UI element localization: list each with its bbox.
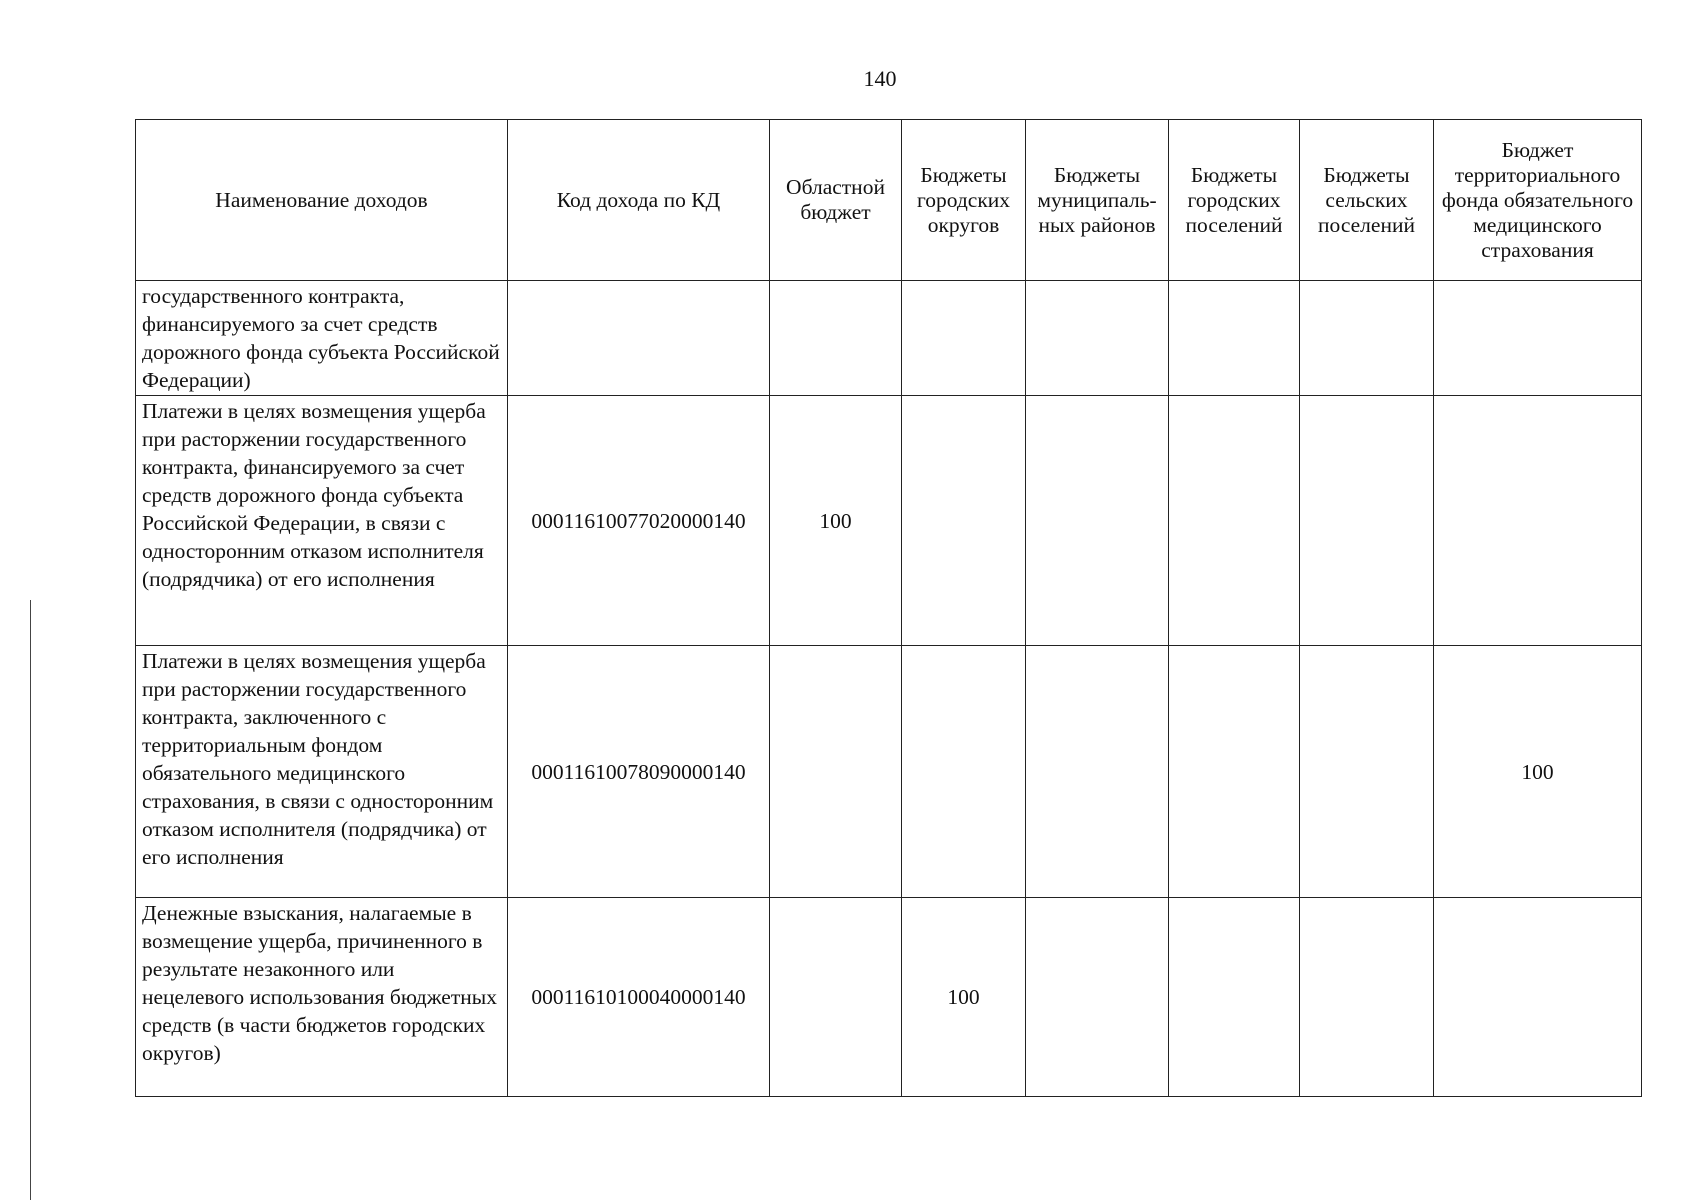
- table-row: [136, 898, 1642, 1097]
- revenue-name-cell: Платежи в целях возмещения ущерба при расторжении государственного контракта, финансируемого за счет средств дорожного фонда субъекта Российской Федерации, в связи с односторонним отказом исполнителя (подрядчика) от его исполнения: [136, 396, 508, 646]
- city-district-budget-cell: 100: [902, 898, 1026, 1097]
- urban-settlement-budget-cell: [1169, 646, 1300, 898]
- urban-settlement-budget-cell: [1169, 281, 1300, 396]
- header-revenue-name: Наименование доходов: [136, 120, 508, 281]
- rural-settlement-budget-cell: [1300, 396, 1434, 646]
- revenue-code-cell: [508, 281, 770, 396]
- header-tfoms-budget: Бюджет территориального фонда обязательного медицинского страхования: [1434, 120, 1642, 281]
- rural-settlement-budget-cell: [1300, 646, 1434, 898]
- city-district-budget-cell: [902, 646, 1026, 898]
- scan-margin-line: [30, 600, 31, 1200]
- revenue-code-cell: 00011610078090000140: [508, 646, 770, 898]
- header-oblast-budget: Областной бюджет: [770, 120, 902, 281]
- oblast-budget-cell: [770, 898, 902, 1097]
- tfoms-budget-cell: [1434, 396, 1642, 646]
- city-district-budget-cell: [902, 281, 1026, 396]
- header-revenue-code: Код дохода по КД: [508, 120, 770, 281]
- oblast-budget-cell: [770, 646, 902, 898]
- municipal-district-budget-cell: [1026, 281, 1169, 396]
- municipal-district-budget-cell: [1026, 898, 1169, 1097]
- revenue-name-cell: Платежи в целях возмещения ущерба при расторжении государственного контракта, заключенного с территориальным фондом обязательного медицинского страхования, в связи с односторонним отказом исполнителя (подрядчика) от его исполнения: [136, 646, 508, 898]
- municipal-district-budget-cell: [1026, 646, 1169, 898]
- revenue-distribution-table: [135, 119, 1642, 1097]
- rural-settlement-budget-cell: [1300, 898, 1434, 1097]
- oblast-budget-cell: 100: [770, 396, 902, 646]
- header-rural-settlement-budgets: Бюджеты сельских поселений: [1300, 120, 1434, 281]
- tfoms-budget-cell: [1434, 898, 1642, 1097]
- header-urban-settlement-budgets: Бюджеты городских поселений: [1169, 120, 1300, 281]
- urban-settlement-budget-cell: [1169, 396, 1300, 646]
- header-city-district-budgets: Бюджеты городских округов: [902, 120, 1026, 281]
- urban-settlement-budget-cell: [1169, 898, 1300, 1097]
- tfoms-budget-cell: 100: [1434, 646, 1642, 898]
- page-number: 140: [863, 66, 897, 91]
- table-row: [136, 646, 1642, 898]
- header-municipal-district-budgets: Бюджеты муниципаль-ных районов: [1026, 120, 1169, 281]
- table-row: [136, 281, 1642, 396]
- revenue-code-cell: 00011610100040000140: [508, 898, 770, 1097]
- municipal-district-budget-cell: [1026, 396, 1169, 646]
- rural-settlement-budget-cell: [1300, 281, 1434, 396]
- city-district-budget-cell: [902, 396, 1026, 646]
- table-row: [136, 396, 1642, 646]
- revenue-name-cell: Денежные взыскания, налагаемые в возмещение ущерба, причиненного в результате незаконного или нецелевого использования бюджетных средств (в части бюджетов городских округов): [136, 898, 508, 1097]
- oblast-budget-cell: [770, 281, 902, 396]
- table-header-row: [136, 120, 1642, 281]
- revenue-name-cell: государственного контракта, финансируемого за счет средств дорожного фонда субъекта Российской Федерации): [136, 281, 508, 396]
- tfoms-budget-cell: [1434, 281, 1642, 396]
- revenue-code-cell: 00011610077020000140: [508, 396, 770, 646]
